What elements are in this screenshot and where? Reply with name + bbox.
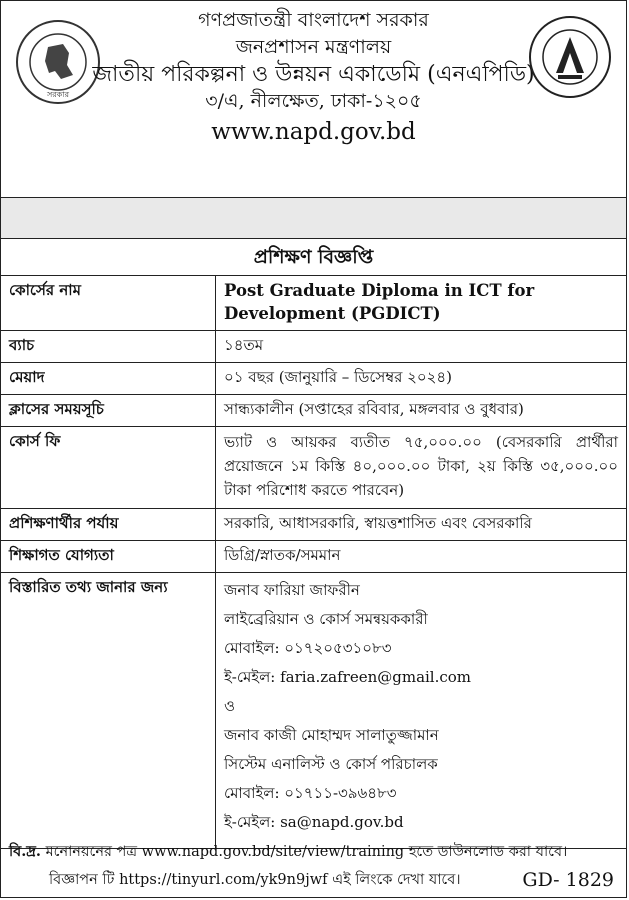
government-name: গণপ্রজাতন্ত্রী বাংলাদেশ সরকার <box>198 9 429 31</box>
qualification-value: ডিগ্রি/স্নাতক/সমমান <box>216 540 627 572</box>
header <box>1 1 626 198</box>
level-value: সরকারি, আধাসরকারি, স্বায়ত্তশাসিত এবং বেসরকারি <box>216 508 627 540</box>
table-row <box>1 276 626 330</box>
contact2-email[interactable]: ই-মেইল: sa@napd.gov.bd <box>224 812 404 831</box>
contact2-role: সিস্টেম এনালিস্ট ও কোর্স পরিচালক <box>224 754 438 773</box>
table-row <box>1 426 626 508</box>
ministry-name: জনপ্রশাসন মন্ত্রণালয় <box>235 36 392 58</box>
and-separator: ও <box>224 696 236 715</box>
course-label: কোর্সের নাম <box>1 276 216 330</box>
note-text: মনোনয়নের পত্র www.napd.gov.bd/site/view/training হতে ডাউনলোড করা যাবে। <box>45 844 568 860</box>
contact2-name: জনাব কাজী মোহাম্মদ সালাতুজ্জামান <box>224 725 439 744</box>
info-label: বিস্তারিত তথ্য জানার জন্য <box>1 572 216 848</box>
table-row <box>1 330 626 362</box>
gray-band <box>1 198 626 239</box>
schedule-label: ক্লাসের সময়সূচি <box>1 394 216 426</box>
table-row <box>1 540 626 572</box>
course-value: Post Graduate Diploma in ICT for Development (PGDICT) <box>216 276 627 330</box>
schedule-value: সান্ধ্যকালীন (সপ্তাহের রবিবার, মঙ্গলবার ও বুধবার) <box>216 394 627 426</box>
note-label: বি.দ্র. <box>9 843 41 860</box>
table-row <box>1 572 626 848</box>
contact1-role: লাইব্রেরিয়ান ও কোর্স সমন্বয়ককারী <box>224 609 428 628</box>
batch-label: ব্যাচ <box>1 330 216 362</box>
table-row <box>1 362 626 394</box>
svg-text:সরকার: সরকার <box>46 90 70 99</box>
contact1-mobile: মোবাইল: ০১৭২০৫৩১০৮৩ <box>224 638 392 657</box>
fee-label: কোর্স ফি <box>1 426 216 508</box>
gd-number: GD- 1829 <box>522 869 614 891</box>
table-row <box>1 394 626 426</box>
qualification-label: শিক্ষাগত যোগ্যতা <box>1 540 216 572</box>
level-label: প্রশিক্ষণার্থীর পর্যায় <box>1 508 216 540</box>
fee-value: ভ্যাট ও আয়কর ব্যতীত ৭৫,০০০.০০ (বেসরকারি প্রার্থীরা প্রয়োজনে ১ম কিস্তি ৪০,০০০.০০ টাকা, ২য় কিস্তি ৩৫,০০০.০০ টাকা পরিশোধ করতে পারবেন) <box>216 426 627 508</box>
contact1-email[interactable]: ই-মেইল: faria.zafreen@gmail.com <box>224 667 472 686</box>
duration-label: মেয়াদ <box>1 362 216 394</box>
academy-name: জাতীয় পরিকল্পনা ও উন্নয়ন একাডেমি (এনএপিডি) <box>92 62 535 87</box>
napd-logo <box>528 15 612 99</box>
footer-note <box>9 841 567 865</box>
contact2-mobile: মোবাইল: ০১৭১১-৩৯৬৪৮৩ <box>224 783 397 802</box>
footer-link-line: বিজ্ঞাপন টি https://tinyurl.com/yk9n9jwf এই লিংকে দেখা যাবে। <box>49 872 461 888</box>
page-title: প্রশিক্ষণ বিজ্ঞপ্তি <box>1 239 626 276</box>
info-table <box>1 276 626 849</box>
batch-value: ১৪তম <box>216 330 627 362</box>
footer <box>1 831 626 897</box>
contact1-name: জনাব ফারিয়া জাফরীন <box>224 580 360 599</box>
website-link[interactable]: www.napd.gov.bd <box>211 119 416 145</box>
contact-block <box>216 572 627 848</box>
address: ৩/এ, নীলক্ষেত, ঢাকা-১২০৫ <box>205 90 422 112</box>
table-row <box>1 508 626 540</box>
duration-value: ০১ বছর (জানুয়ারি – ডিসেম্বর ২০২৪) <box>216 362 627 394</box>
